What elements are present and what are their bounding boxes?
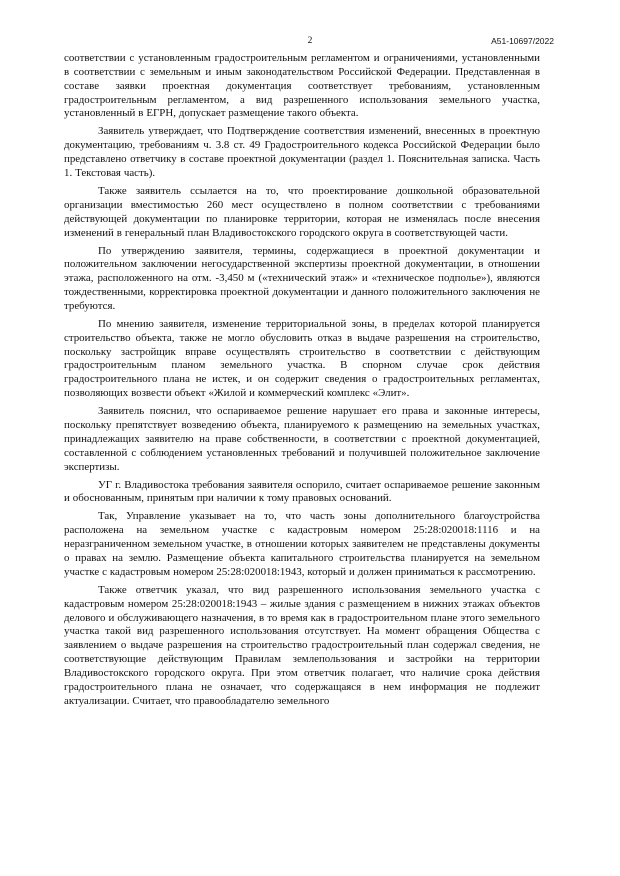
paragraph: Также ответчик указал, что вид разрешенного использования земельного участка с кадастровым номером 25:28:020018:1943 – жилые здания с размещением в нижних этажах объектов делового и обслуживающего назначения, в то время как в градостроительном плане этого земельного участка такой вид разрешенного использования отсутствует. На момент обращения Общества с заявлением о выдаче разрешения на строительство градостроительный план содержал сведения, не соответствующие действующим Правилам землепользования и застройки на территории Владивостокского городского округа. При этом ответчик полагает, что наличие срока действия градостроительного плана не означает, что содержащаяся в нем информация не подлежит актуализации. Считает, что правообладателю земельного: [64, 583, 540, 707]
paragraph: Также заявитель ссылается на то, что проектирование дошкольной образовательной организации вместимостью 260 мест осуществлено в полном соответствии с требованиями действующей документации по планировке территории, которая не изменялась после внесения изменений в генеральный план Владивостокского городского округа в соответствующей части.: [64, 184, 540, 239]
document-body: [64, 52, 540, 713]
page-number: 2: [307, 36, 313, 46]
paragraph: По утверждению заявителя, термины, содержащиеся в проектной документации и положительном заключении негосударственной экспертизы проектной документации, в отношении этажа, расположенного на отм. -3,450 м («технический этаж» и «техническое подполье»), являются тождественными, корректировка проектной документации и данного положительного заключения не требуются.: [64, 244, 540, 312]
paragraph: УГ г. Владивостока требования заявителя оспорило, считает оспариваемое решение законным и обоснованным, принятым при наличии к тому правовых оснований.: [64, 478, 540, 505]
paragraph: соответствии с установленным градостроительным регламентом и ограничениями, установленными в соответствии с земельным и иным законодательством Российской Федерации. Представленная в составе заявки проектная документация соответствует требованиям, установленным градостроительным регламентом, а вид разрешенного использования земельного участка, установленный в ЕГРН, допускает размещение такого объекта.: [64, 52, 540, 120]
paragraph: По мнению заявителя, изменение территориальной зоны, в пределах которой планируется строительство объекта, также не могло обусловить отказ в выдаче разрешения на строительство, поскольку застройщик вправе осуществлять строительство в соответствии с действующим градостроительным планом земельного участка. В спорном случае срок действия градостроительного плана не истек, и он содержит сведения о градостроительных регламентах, позволяющих возвести объект «Жилой и коммерческий комплекс «Элит».: [64, 317, 540, 400]
case-number: А51-10697/2022: [491, 36, 554, 46]
paragraph: Заявитель пояснил, что оспариваемое решение нарушает его права и законные интересы, поскольку препятствует возведению объекта, планируемого к размещению на земельных участках, принадлежащих заявителю на праве собственности, в соответствии с проектной документацией, составленной с соблюдением установленных требований и получившей положительное заключение экспертизы.: [64, 405, 540, 473]
paragraph: Заявитель утверждает, что Подтверждение соответствия изменений, внесенных в проектную документацию, требованиям ч. 3.8 ст. 49 Градостроительного кодекса Российской Федерации было представлено ответчику в составе проектной документации (раздел 1. Пояснительная записка. Часть 1. Текстовая часть).: [64, 125, 540, 179]
paragraph: Так, Управление указывает на то, что часть зоны дополнительного благоустройства расположена на земельном участке с кадастровым номером 25:28:020018:1116 и на неразграниченном земельном участке, в отношении которых заявителем не представлены документы о правах на землю. Размещение объекта капитального строительства планируется на земельном участке с кадастровым номером 25:28:020018:1943, который и должен приниматься к рассмотрению.: [64, 510, 540, 578]
